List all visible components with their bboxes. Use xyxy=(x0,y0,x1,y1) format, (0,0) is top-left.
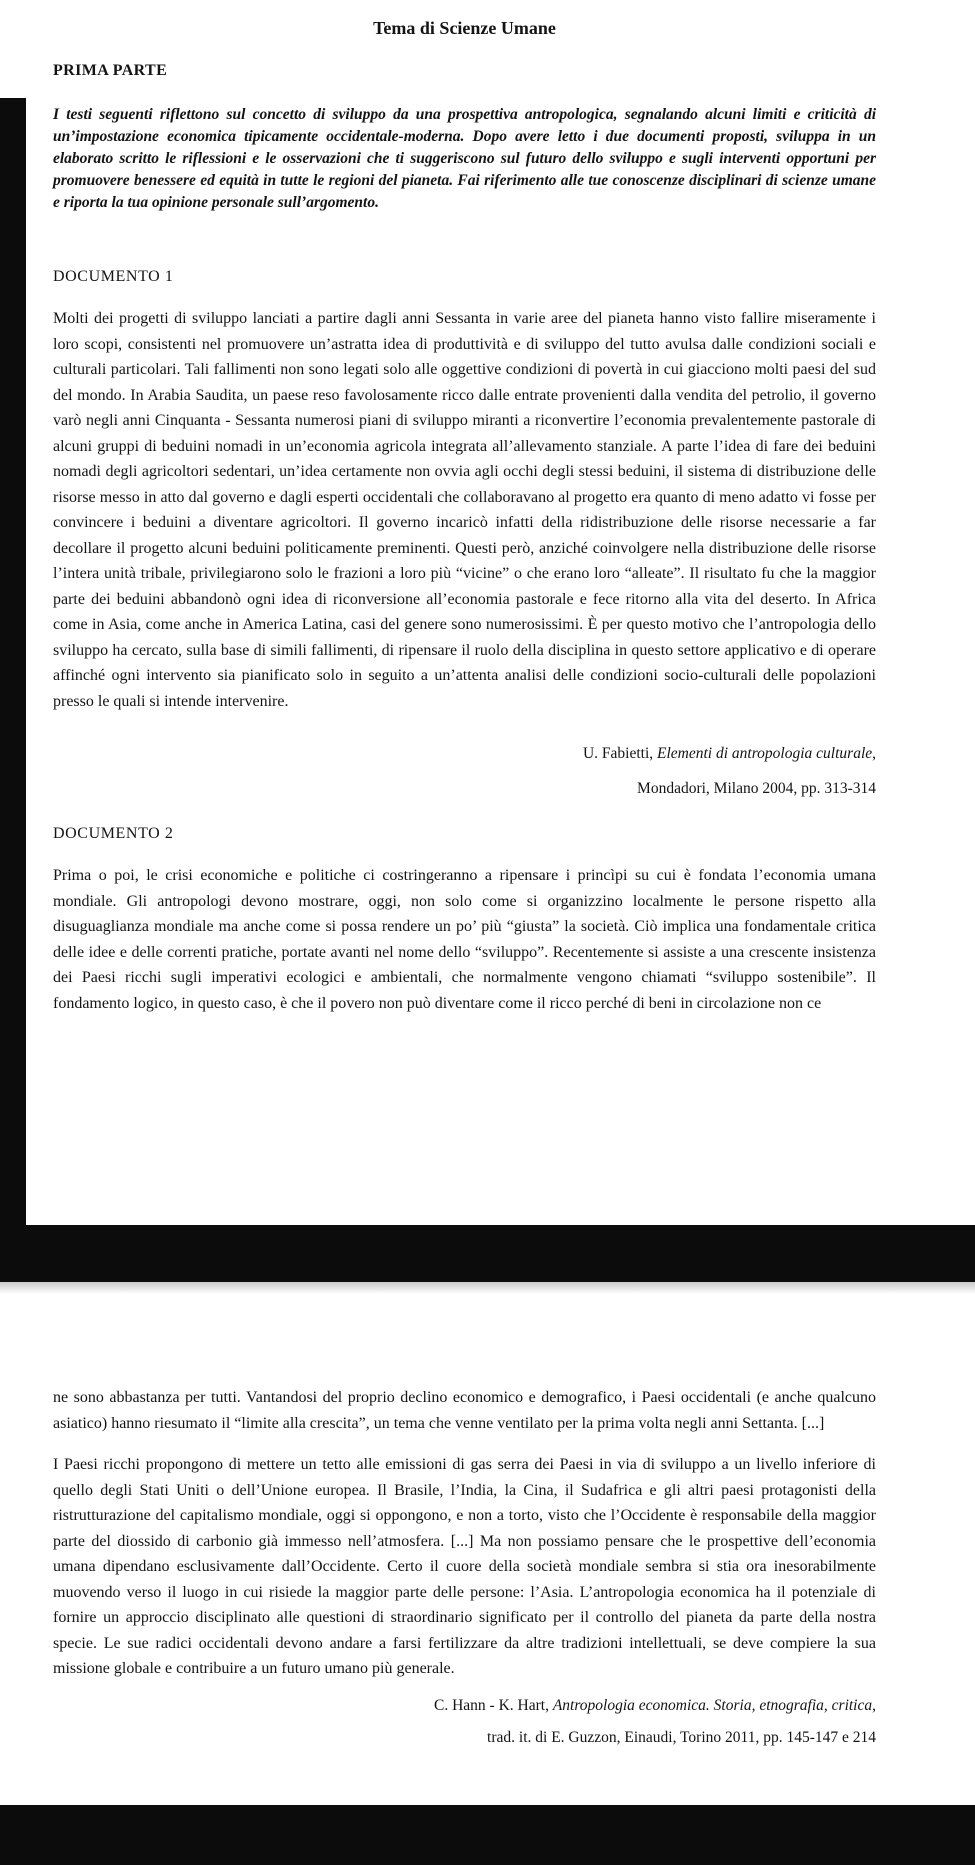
citation1-suffix: , xyxy=(872,745,876,762)
document2-body-page2-continuation: ne sono abbastanza per tutti. Vantandosi del proprio declino economico e demografico, i Paesi occidentali (e anche qualcuno asiatico) hanno riesumato il “limite alla crescita”, un tema che venne ventilato per la prima volta negli anni Settanta. [...] xyxy=(53,1389,876,1432)
document2-body-page1: Prima o poi, le crisi economiche e politiche ci costringeranno a ripensare i princìpi su cui è fondata l’economia umana mondiale. Gli antropologi devono mostrare, oggi, non solo come si organizzino localmente le persone rispetto alla disuguaglianza mondiale ma anche come si possa rendere un po’ più “giusta” la società. Ciò implica una fondamentale critica delle idee e delle correnti pratiche, portate avanti nel nome dello “sviluppo”. Recentemente si assiste a una crescente insistenza dei Paesi ricchi sugli imperativi ecologici e ambientali, che normalmente vengono chiamati “sviluppo sostenibile”. Il fondamento logico, in questo caso, è che il povero non può diventare come il ricco perché di beni in circolazione non ce xyxy=(53,867,876,1012)
scan-band-shadow xyxy=(0,1282,975,1294)
scan-edge-left-strip xyxy=(0,98,26,1282)
scan-edge-bottom-band xyxy=(0,1805,975,1865)
document2-body-page2-paragraph: I Paesi ricchi propongono di mettere un tetto alle emissioni di gas serra dei Paesi in via di sviluppo a un livello inferiore di quello degli Stati Uniti o dell’Unione europea. Il Brasile, l’India, la Cina, il Sudafrica e gli altri paesi protagonisti della ristrutturazione del capitalismo mondiale, oggi si oppongono, e non a torto, visto che l’Occidente è responsabile della maggior parte del diossido di carbonio già immesso nell’atmosfera. [...] Ma non possiamo pensare che le prospettive dell’economia umana dipendano esclusivamente dall’Occidente. Certo il cuore della società mondiale sembra si stia ora inesorabilmente muovendo verso il luogo in cui risiede la maggior parte delle persone: l’Asia. L’antropologia economica ha il potenziale di fornire un approccio disciplinato alle questioni di straordinario significato per il controllo del pianeta da parte della nostra specie. Le sue radici occidentali devono andare a farsi fertilizzare da altre tradizioni intellettuali, se deve compiere la sua missione globale e contribuire a un futuro umano più generale. xyxy=(53,1456,876,1677)
document2-citation-line1 xyxy=(53,1696,876,1716)
page-1 xyxy=(53,0,876,1016)
page-2 xyxy=(53,1385,876,1748)
page-title: Tema di Scienze Umane xyxy=(373,18,556,38)
scan-page-break-band xyxy=(0,1225,975,1282)
citation2-suffix: , xyxy=(872,1696,876,1714)
document1-citation-line1 xyxy=(53,744,876,764)
document1-body: Molti dei progetti di sviluppo lanciati a partire dagli anni Sessanta in varie aree del pianeta hanno visto fallire miseramente i loro scopi, consistenti nel promuovere un’astratta idea di produttività e di sviluppo del tutto avulsa dalle condizioni sociali e culturali particolari. Tali fallimenti non sono legati solo alle oggettive condizioni di povertà in cui giacciono molti paesi del sud del mondo. In Arabia Saudita, un paese reso favolosamente ricco dalle entrate provenienti dalla vendita del petrolio, il governo varò negli anni Cinquanta - Sessanta numerosi piani di sviluppo miranti a riconvertire l’economia prevalentemente pastorale di alcuni gruppi di beduini nomadi in un’economia agricola integrata all’allevamento stanziale. A parte l’idea di fare dei beduini nomadi degli agricoltori sedentari, un’idea certamente non ovvia agli occhi degli stessi beduini, il sistema di distribuzione delle risorse messo in atto dal governo e dagli esperti occidentali che collaboravano al progetto era quanto di meno adatto vi fosse per convincere i beduini a diventare agricoltori. Il governo incaricò infatti della ridistribuzione delle risorse necessarie a far decollare il progetto alcuni beduini politicamente preminenti. Questi però, anziché coinvolgere nella distribuzione delle risorse l’intera unità tribale, privilegiarono solo le frazioni a loro più “vicine” o che erano loro “alleate”. Il risultato fu che la maggior parte dei beduini abbandonò ogni idea di riconversione all’economia pastorale e fece ritorno alla vita del deserto. In Africa come in Asia, come anche in America Latina, casi del genere sono numerosissimi. È per questo motivo che l’antropologia dello sviluppo ha cercato, sulla base di simili fallimenti, di ripensare il ruolo della disciplina in questo settore applicativo e di operare affinché ogni intervento sia pianificato solo in seguito a un’attenta analisi delle condizioni socio-culturali delle popolazioni presso le quali si intende intervenire. xyxy=(53,310,876,710)
document2-citation-line2: trad. it. di E. Guzzon, Einaudi, Torino 2011, pp. 145-147 e 214 xyxy=(487,1728,876,1746)
citation2-book-title: Antropologia economica. Storia, etnografia, critica xyxy=(552,1696,873,1714)
section-label: PRIMA PARTE xyxy=(53,62,168,79)
intro-paragraph: I testi seguenti riflettono sul concetto di sviluppo da una prospettiva antropologica, segnalando alcuni limiti e criticità di un’impostazione economica tipicamente occidentale-moderna. Dopo avere letto i due documenti proposti, sviluppa in un elaborato scritto le riflessioni e le osservazioni che ti suggeriscono sul futuro dello sviluppo e sugli interventi opportuni per promuovere benessere ed equità in tutte le regioni del pianeta. Fai riferimento alle tue conoscenze disciplinari di scienze umane e riporta la tua opinione personale sull’argomento. xyxy=(53,106,876,211)
document2-heading: DOCUMENTO 2 xyxy=(53,825,174,842)
citation1-book-title: Elementi di antropologia culturale xyxy=(657,745,873,762)
citation2-author: C. Hann - K. Hart, xyxy=(434,1696,553,1714)
citation1-author: U. Fabietti, xyxy=(582,745,658,762)
document1-heading: DOCUMENTO 1 xyxy=(53,268,174,285)
document1-citation-line2: Mondadori, Milano 2004, pp. 313-314 xyxy=(637,780,876,797)
